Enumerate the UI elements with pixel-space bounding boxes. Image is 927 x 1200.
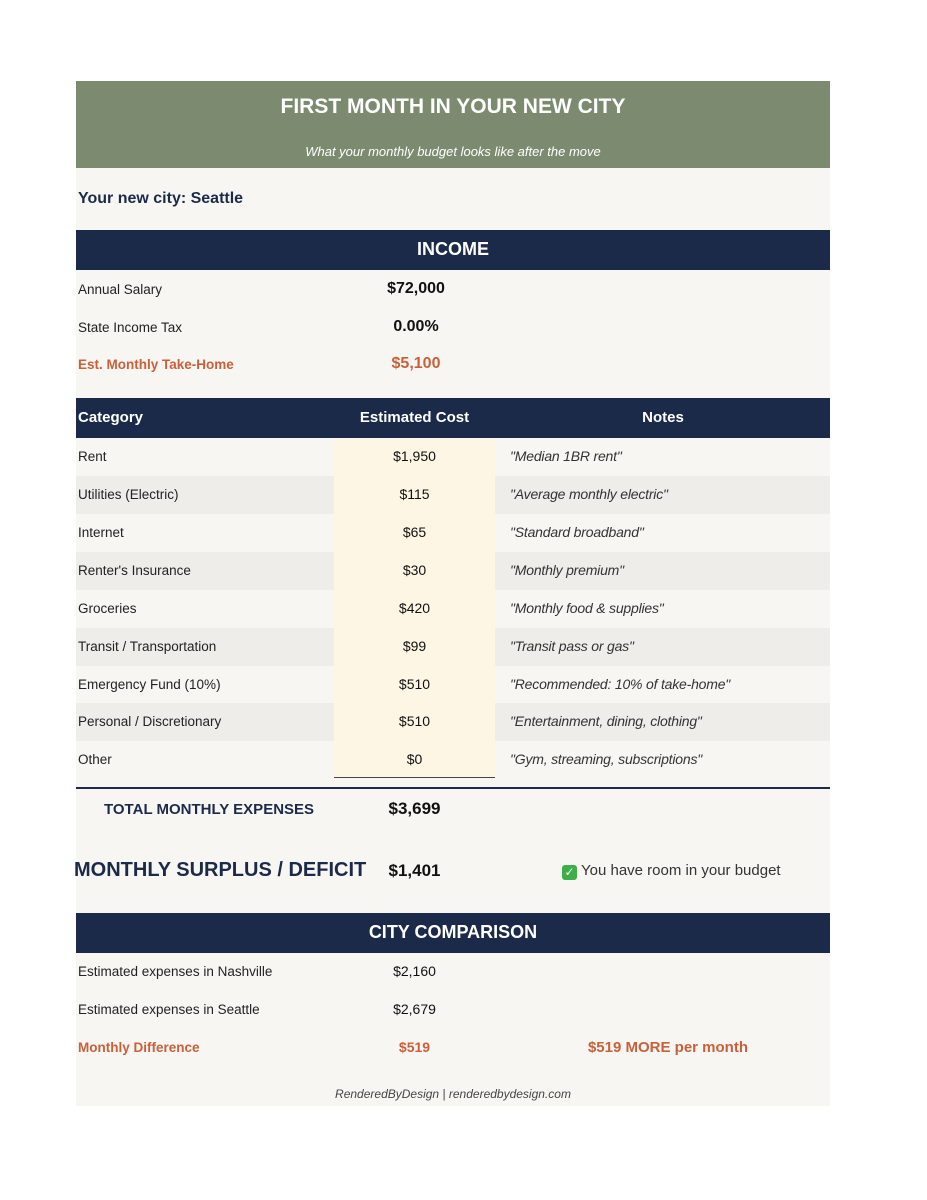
comparison-label: Monthly Difference [78,1040,200,1055]
surplus-status [562,862,781,880]
expense-note: "Transit pass or gas" [510,638,634,654]
surplus-status-text: You have room in your budget [581,862,781,879]
income-label: Est. Monthly Take-Home [78,357,234,372]
comparison-row-seattle [76,991,830,1029]
expense-category: Renter's Insurance [78,563,191,578]
column-header-notes: Notes [642,409,684,426]
income-label: State Income Tax [78,320,183,335]
expense-row-utilities [76,476,830,514]
expense-note: "Standard broadband" [510,524,644,540]
expense-cost: $420 [398,600,431,616]
expense-cost: $30 [402,562,427,578]
expense-note: "Entertainment, dining, clothing" [510,713,702,729]
expense-category: Emergency Fund (10%) [78,677,221,692]
comparison-label: Estimated expenses in Seattle [78,1002,260,1017]
expense-cost: $0 [406,751,423,767]
income-section-header [76,230,830,270]
expense-category: Personal / Discretionary [78,714,222,729]
expense-row-internet [76,514,830,552]
expense-note: "Average monthly electric" [510,486,668,502]
expense-cost: $99 [402,638,427,654]
expense-category: Utilities (Electric) [78,487,179,502]
check-box-icon: ✓ [562,865,577,880]
income-value: $5,100 [391,355,441,372]
income-row-take-home [76,346,830,384]
footer-credit: RenderedByDesign | renderedbydesign.com [335,1087,571,1101]
expense-row-other [76,741,830,779]
expense-row-insurance [76,552,830,590]
expense-category: Rent [78,449,107,464]
expense-category: Other [78,752,112,767]
income-row-tax [76,309,830,347]
expense-row-transit [76,628,830,666]
expense-note: "Median 1BR rent" [510,448,622,464]
expense-row-emergency-fund [76,666,830,704]
column-header-category: Category [78,409,144,426]
expense-category: Transit / Transportation [78,639,217,654]
comparison-label: Estimated expenses in Nashville [78,964,273,979]
expenses-table-header [76,398,830,438]
expense-category: Internet [78,525,124,540]
income-heading: INCOME [417,239,489,259]
income-label: Annual Salary [78,282,163,297]
expense-note: "Recommended: 10% of take-home" [510,676,731,692]
title-banner [76,81,830,168]
income-row-salary [76,271,830,309]
expense-row-personal [76,703,830,741]
income-value: $72,000 [387,280,445,297]
comparison-value: $519 [398,1039,431,1055]
comparison-row-difference [76,1029,830,1067]
expense-row-groceries [76,590,830,628]
expense-note: "Monthly food & supplies" [510,600,664,616]
new-city-line: Your new city: Seattle [78,190,244,207]
page-subtitle: What your monthly budget looks like after the move [305,144,601,159]
surplus-value: $1,401 [388,861,441,880]
expense-note: "Monthly premium" [510,562,624,578]
budget-sheet [76,81,830,1106]
expense-cost: $65 [402,524,427,540]
comparison-heading: CITY COMPARISON [368,922,538,942]
page-title: FIRST MONTH IN YOUR NEW CITY [280,95,626,118]
difference-note: $519 MORE per month [587,1039,749,1056]
expense-cost: $510 [398,676,431,692]
comparison-section-header [76,913,830,953]
comparison-value: $2,679 [393,1001,436,1017]
surplus-label: MONTHLY SURPLUS / DEFICIT [74,859,367,881]
column-header-cost: Estimated Cost [359,409,470,426]
expense-cost: $510 [398,713,431,729]
expense-category: Groceries [78,601,137,616]
comparison-value: $2,160 [393,963,436,979]
income-value: 0.00% [393,318,439,335]
total-divider [76,787,830,789]
comparison-row-nashville [76,953,830,991]
expense-row-rent [76,438,830,476]
total-expenses-value: $3,699 [388,799,441,818]
expense-cost: $115 [399,486,430,502]
expense-cost: $1,950 [393,448,436,464]
total-expenses-label: TOTAL MONTHLY EXPENSES [104,801,315,818]
expense-note: "Gym, streaming, subscriptions" [510,751,703,767]
